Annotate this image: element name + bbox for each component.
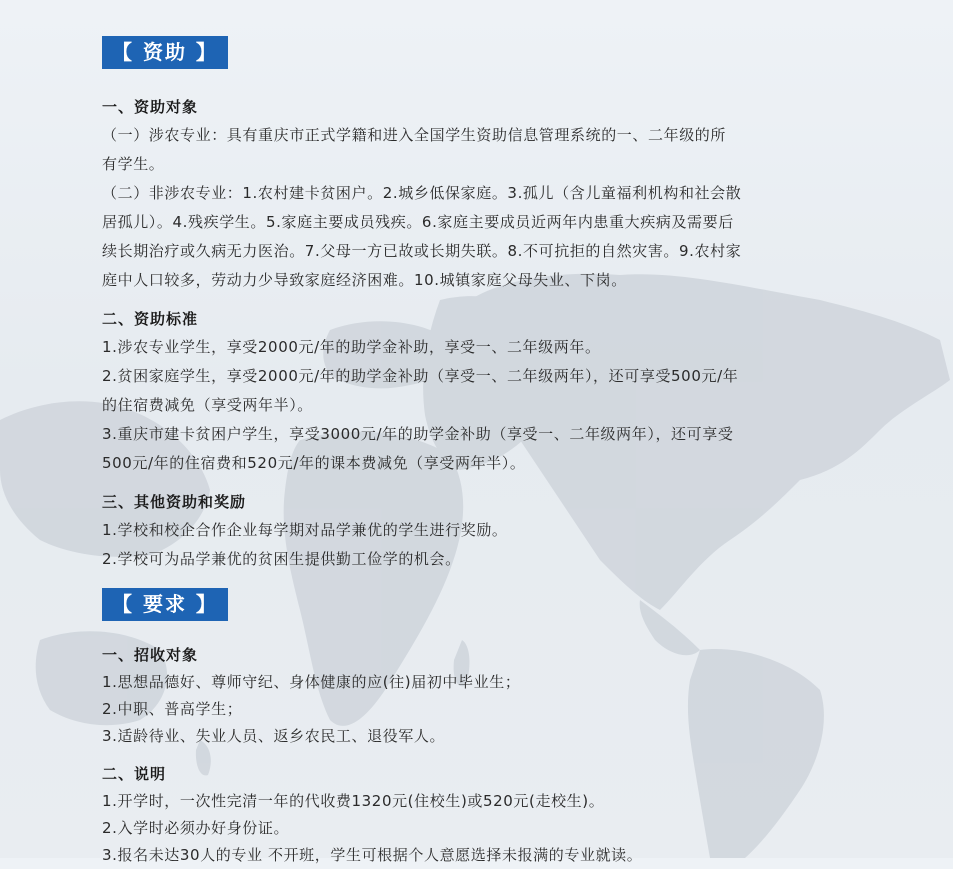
paragraph-line: 2.入学时必须办好身份证。	[102, 819, 290, 837]
paragraph-line: 2.学校可为品学兼优的贫困生提供勤工俭学的机会。	[102, 550, 461, 568]
heading-shuoming: 二、说明	[102, 765, 167, 783]
paragraph-line: 3.适龄待业、失业人员、返乡农民工、退役军人。	[102, 727, 446, 745]
heading-zizhu-biaozhun: 二、资助标准	[102, 310, 199, 328]
paragraph-line: 的住宿费减免（享受两年半）。	[102, 396, 313, 414]
heading-qita-zizhu: 三、其他资助和奖励	[102, 493, 247, 511]
paragraph-line: 3.重庆市建卡贫困户学生，享受3000元/年的助学金补助（享受一、二年级两年），还可享受	[102, 425, 734, 443]
paragraph-line: 1.涉农专业学生，享受2000元/年的助学金补助，享受一、二年级两年。	[102, 338, 601, 356]
paragraph-line: （一）涉农专业：具有重庆市正式学籍和进入全国学生资助信息管理系统的一、二年级的所	[102, 126, 727, 144]
paragraph-line: 1.开学时，一次性完清一年的代收费1320元(住校生)或520元(走校生)。	[102, 792, 605, 810]
paragraph-line: 3.报名未达30人的专业 不开班，学生可根据个人意愿选择未报满的专业就读。	[102, 846, 643, 864]
section-tag-zizhu: 【 资助 】	[102, 36, 228, 69]
heading-zhaoshou-duixiang: 一、招收对象	[102, 646, 199, 664]
document-content	[102, 36, 872, 869]
paragraph-line: 续长期治疗或久病无力医治。7.父母一方已故或长期失联。8.不可抗拒的自然灾害。9.农村家	[102, 242, 742, 260]
paragraph-line: 庭中人口较多，劳动力少导致家庭经济困难。10.城镇家庭父母失业、下岗。	[102, 271, 627, 289]
paragraph-line: （二）非涉农专业：1.农村建卡贫困户。2.城乡低保家庭。3.孤儿（含儿童福利机构和社会散	[102, 184, 742, 202]
paragraph-line: 500元/年的住宿费和520元/年的课本费减免（享受两年半）。	[102, 454, 526, 472]
paragraph-line: 2.贫困家庭学生，享受2000元/年的助学金补助（享受一、二年级两年），还可享受500元/年	[102, 367, 739, 385]
section-tag-yaoqiu: 【 要求 】	[102, 588, 228, 621]
paragraph-line: 居孤儿）。4.残疾学生。5.家庭主要成员残疾。6.家庭主要成员近两年内患重大疾病及需要后	[102, 213, 734, 231]
heading-zizhu-duixiang: 一、资助对象	[102, 98, 199, 116]
paragraph-line: 有学生。	[102, 155, 165, 173]
paragraph-line: 1.学校和校企合作企业每学期对品学兼优的学生进行奖励。	[102, 521, 508, 539]
paragraph-line: 1.思想品德好、尊师守纪、身体健康的应(往)届初中毕业生；	[102, 673, 521, 691]
paragraph-line: 2.中职、普高学生；	[102, 700, 243, 718]
